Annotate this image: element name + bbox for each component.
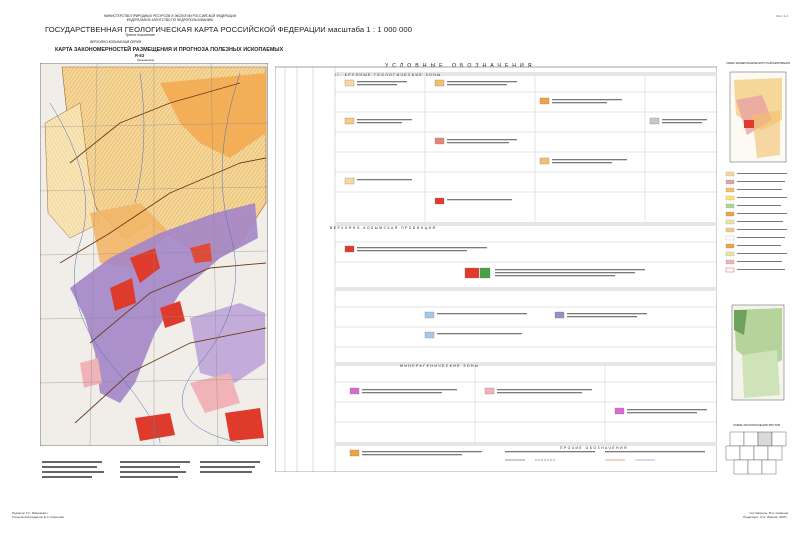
page-number: Лист 1-2 bbox=[776, 14, 788, 18]
map-series-title: ГОСУДАРСТВЕННАЯ ГЕОЛОГИЧЕСКАЯ КАРТА РОССИЙСКОЙ ФЕДЕРАЦИИ масштаба 1 : 1 000 000 bbox=[45, 25, 413, 34]
legend-section-label: ВЕРХОЯНО-КОЛЫМСКАЯ ПРОВИНЦИЯ bbox=[330, 226, 437, 230]
legend-section-label: МИНЕРАГЕНИЧЕСКИЕ ЗОНЫ bbox=[400, 364, 480, 368]
footer-line: Технический редактор Е.А. Кирилова bbox=[12, 515, 64, 519]
edition-label: Третье поколение bbox=[125, 33, 155, 37]
inset-top-title: СХЕМА МИНЕРАГЕНИЧЕСКОГО РАЙОНИРОВАНИЯ bbox=[726, 62, 790, 65]
legend-title: УСЛОВНЫЕ ОБОЗНАЧЕНИЯ bbox=[385, 63, 536, 69]
footer-right bbox=[743, 511, 788, 519]
footer-line: Редакторы: О.Н. Иванов, 2005 г. bbox=[743, 515, 788, 519]
inset-bottom-title: СХЕМА РАСПОЛОЖЕНИЯ ЛИСТОВ bbox=[733, 423, 780, 427]
legend-text-lines bbox=[357, 81, 707, 455]
footer-left bbox=[12, 511, 64, 519]
ministry-line: ФЕДЕРАЛЬНОЕ АГЕНТСТВО ПО НЕДРОПОЛЬЗОВАНИЮ bbox=[126, 18, 214, 22]
geologic-map[interactable] bbox=[40, 63, 268, 446]
series-label: ВЕРХОЯНО-КОЛЫМСКАЯ СЕРИЯ bbox=[90, 40, 142, 44]
map-title: КАРТА ЗАКОНОМЕРНОСТЕЙ РАЗМЕЩЕНИЯ И ПРОГНОЗА ПОЛЕЗНЫХ ИСКОПАЕМЫХ bbox=[55, 47, 284, 53]
side-panel bbox=[722, 60, 794, 480]
ministry-header bbox=[95, 14, 245, 22]
side-legend bbox=[726, 172, 734, 272]
legend-section-label: ПРОЧИЕ ОБОЗНАЧЕНИЯ bbox=[560, 446, 628, 450]
map-credits bbox=[40, 457, 270, 507]
footer-line: Составитель: В.Н. Смирнов bbox=[749, 511, 788, 515]
legend-section-label: II. КРУПНЫЕ ГЕОЛОГИЧЕСКИЕ ЗОНЫ bbox=[335, 73, 442, 77]
sheet-number: R-53 bbox=[135, 53, 145, 58]
red-intrusion bbox=[225, 408, 264, 441]
legend-swatches bbox=[345, 80, 659, 456]
sheet-name: (Нижнеянск) bbox=[137, 58, 155, 62]
sheet-layout-inset bbox=[726, 432, 786, 474]
legend-table bbox=[275, 62, 717, 472]
ministry-line: МИНИСТЕРСТВО ПРИРОДНЫХ РЕСУРСОВ И ЭКОЛОГИИ РОССИЙСКОЙ ФЕДЕРАЦИИ bbox=[104, 14, 236, 18]
footer-line: Редактор Т.С. Ивашкевич bbox=[12, 511, 48, 515]
